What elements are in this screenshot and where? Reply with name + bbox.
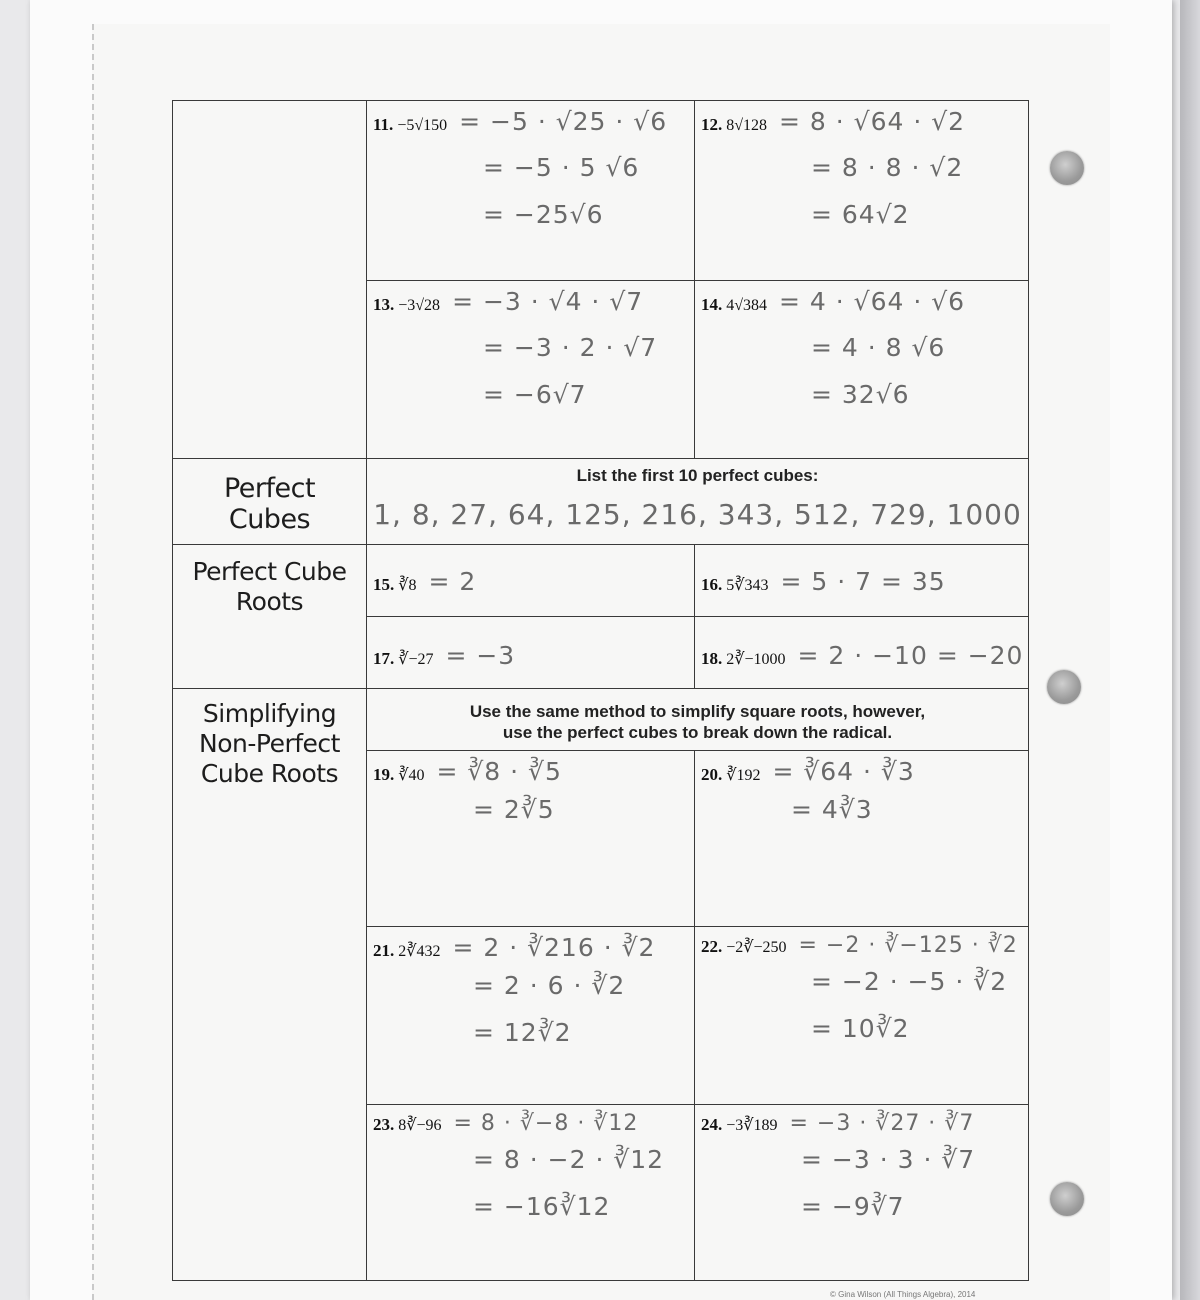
copyright-footer: © Gina Wilson (All Things Algebra), 2014: [830, 1290, 976, 1299]
work-answer: = −25√6: [483, 200, 604, 229]
work-step: = 2 · 6 · ∛2: [473, 971, 626, 1000]
problem-number: 16.: [701, 575, 723, 594]
work-answer: = −3: [445, 641, 516, 670]
category-cell-blank: [173, 101, 367, 459]
work-step: = −3 · 2 · √7: [483, 333, 658, 362]
work-step: = 8 · −2 · ∛12: [473, 1145, 665, 1174]
problem-expression: −3∛189: [726, 1117, 778, 1134]
work-answer: = 2∛5: [473, 795, 555, 824]
work-step: = 8 · 8 · √2: [811, 153, 964, 182]
problem-expression: ∛−27: [398, 651, 434, 668]
instruction-line: use the perfect cubes to break down the radical.: [502, 723, 893, 742]
category-simplifying: [173, 689, 367, 1281]
category-label: Perfect Cubes: [223, 473, 316, 535]
work-answer: = 32√6: [811, 380, 910, 409]
category-label: Perfect Cube Roots: [192, 557, 347, 616]
problem-number: 20.: [701, 765, 723, 784]
work-answer: = −9∛7: [801, 1192, 905, 1221]
work-answer: = −16∛12: [473, 1192, 611, 1221]
problem-23: [367, 1105, 695, 1281]
binder-hole-bottom: [1050, 1182, 1084, 1216]
work-step: = −2 · −5 · ∛2: [811, 967, 1008, 996]
problem-expression: ∛8: [398, 577, 417, 594]
problem-12: [695, 101, 1029, 281]
problem-15: [367, 545, 695, 617]
problem-number: 23.: [373, 1115, 395, 1134]
problem-expression: 2∛432: [398, 943, 441, 960]
problem-expression: 5∛343: [726, 577, 769, 594]
work-answer: = 2: [428, 567, 477, 596]
work-step: = 8 · ∛−8 · ∛12: [453, 1111, 639, 1136]
category-perfect-cubes: [173, 459, 367, 545]
work-step: = ∛64 · ∛3: [772, 757, 915, 786]
problem-18: [695, 617, 1029, 689]
problem-expression: 4√384: [726, 297, 768, 314]
problem-16: [695, 545, 1029, 617]
problem-expression: 2∛−1000: [726, 651, 786, 668]
category-label: Simplifying Non-Perfect Cube Roots: [199, 699, 340, 788]
problem-20: [695, 751, 1029, 927]
work-step: = ∛8 · ∛5: [436, 757, 562, 786]
work-step: = 4 · √64 · √6: [779, 287, 966, 316]
problem-expression: 8∛−96: [398, 1117, 442, 1134]
work-answer: = 4∛3: [791, 795, 873, 824]
work-answer: = 10∛2: [811, 1014, 910, 1043]
category-perfect-cube-roots: [173, 545, 367, 689]
problem-number: 24.: [701, 1115, 723, 1134]
work-step: = 2 · ∛216 · ∛2: [452, 933, 656, 962]
problem-expression: 8√128: [726, 117, 768, 134]
problem-number: 21.: [373, 941, 395, 960]
work-answer: = 64√2: [811, 200, 910, 229]
worksheet-table: [172, 100, 1029, 1281]
problem-11: [367, 101, 695, 281]
problem-number: 14.: [701, 295, 723, 314]
binder-hole-top: [1050, 151, 1084, 185]
problem-number: 12.: [701, 115, 723, 134]
problem-expression: −5√150: [397, 117, 448, 134]
work-step: = −3 · √4 · √7: [452, 287, 644, 316]
problem-number: 22.: [701, 937, 723, 956]
work-answer: = 2 · −10 = −20: [797, 641, 1024, 670]
problem-17: [367, 617, 695, 689]
problem-expression: ∛40: [398, 767, 425, 784]
simplify-instruction-cell: [367, 689, 1029, 751]
problem-19: [367, 751, 695, 927]
problem-expression: −3√28: [398, 297, 441, 314]
problem-number: 18.: [701, 649, 723, 668]
instruction-line: Use the same method to simplify square roots, however,: [469, 702, 926, 721]
page-edge: [1180, 0, 1200, 1300]
work-step: = 4 · 8 √6: [811, 333, 946, 362]
problem-14: [695, 281, 1029, 459]
problem-24: [695, 1105, 1029, 1281]
work-answer: = 5 · 7 = 35: [780, 567, 946, 596]
problem-13: [367, 281, 695, 459]
work-step: = −5 · √25 · √6: [459, 107, 668, 136]
problem-number: 13.: [373, 295, 395, 314]
work-answer: = −6√7: [483, 380, 587, 409]
binder-hole-middle: [1047, 670, 1081, 704]
problem-21: [367, 927, 695, 1105]
work-step: = 8 · √64 · √2: [779, 107, 966, 136]
problem-22: [695, 927, 1029, 1105]
problem-number: 19.: [373, 765, 395, 784]
problem-expression: ∛192: [726, 767, 761, 784]
problem-number: 15.: [373, 575, 395, 594]
work-step: = −3 · 3 · ∛7: [801, 1145, 976, 1174]
problem-number: 11.: [373, 115, 394, 134]
perfect-cubes-answer: 1, 8, 27, 64, 125, 216, 343, 512, 729, 1000: [373, 498, 1022, 531]
perfect-cubes-list-cell: [367, 459, 1029, 545]
perfect-cubes-prompt: List the first 10 perfect cubes:: [576, 466, 819, 485]
problem-number: 17.: [373, 649, 395, 668]
work-step: = −5 · 5 √6: [483, 153, 640, 182]
work-step: = −3 · ∛27 · ∛7: [789, 1111, 975, 1136]
problem-expression: −2∛−250: [726, 939, 787, 956]
work-step: = −2 · ∛−125 · ∛2: [798, 933, 1018, 958]
work-answer: = 12∛2: [473, 1018, 572, 1047]
